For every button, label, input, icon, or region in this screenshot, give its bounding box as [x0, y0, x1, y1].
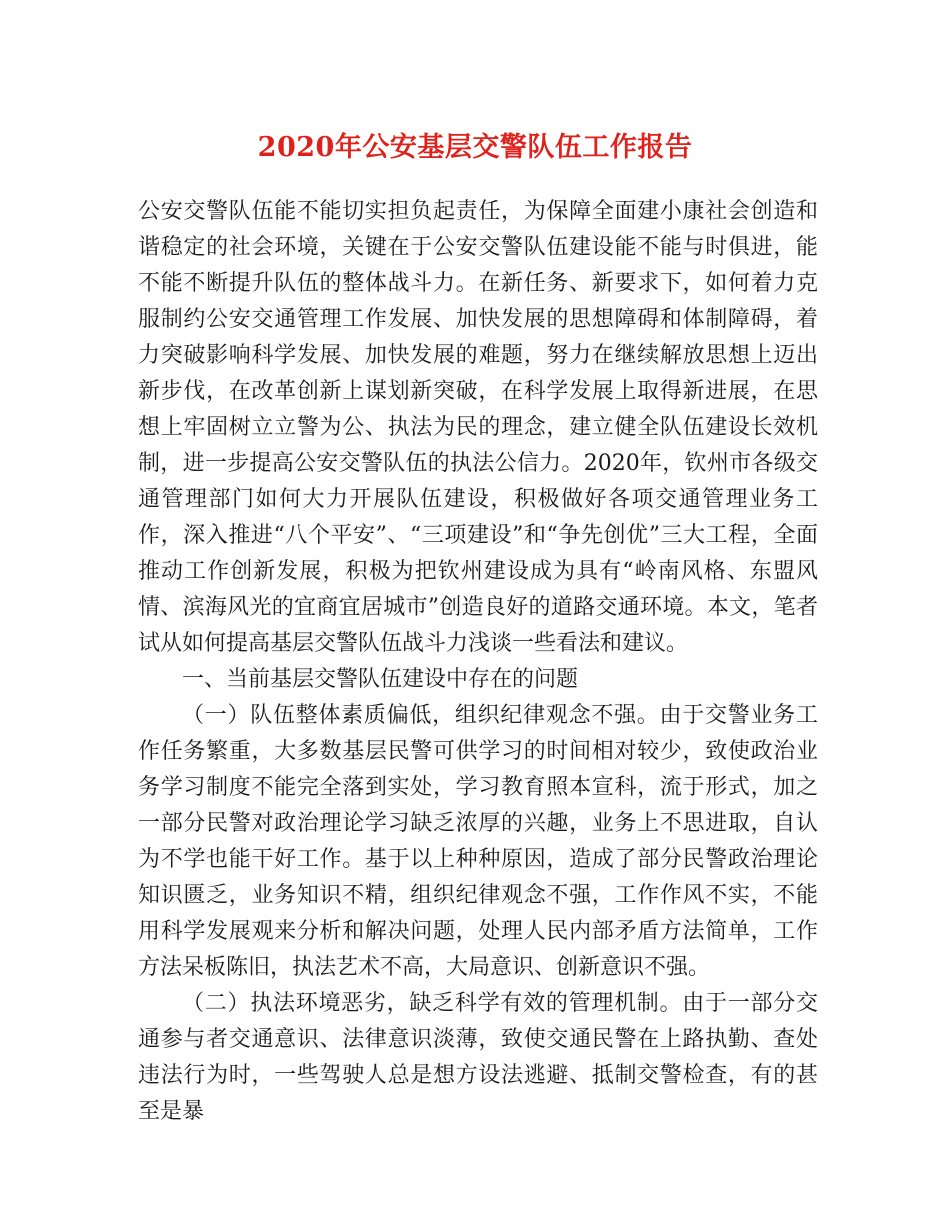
- paragraph-item-2: （二）执法环境恶劣，缺乏科学有效的管理机制。由于一部分交通参与者交通意识、法律意识淡薄，致使交通民警在上路执勤、查处违法行为时，一些驾驶人总是想方设法逃避、抵制交警检查，有的甚至是暴: [138, 991, 818, 1124]
- paragraph-intro: 公安交警队伍能不能切实担负起责任，为保障全面建小康社会创造和谐稳定的社会环境，关键在于公安交警队伍建设能不能与时俱进，能不能不断提升队伍的整体战斗力。在新任务、新要求下，如何着力克服制约公安交通管理工作发展、加快发展的思想障碍和体制障碍，着力突破影响科学发展、加快发展的难题，努力在继续解放思想上迈出新步伐，在改革创新上谋划新突破，在科学发展上取得新进展，在思想上牢固树立立警为公、执法为民的理念，建立健全队伍建设长效机制，进一步提高公安交警队伍的执法公信力。2020年，钦州市各级交通管理部门如何大力开展队伍建设，积极做好各项交通管理业务工作，深入推进“八个平安”、“三项建设”和“争先创优”三大工程，全面推动工作创新发展，积极为把钦州建设成为具有“岭南风格、东盟风情、滨海风光的宜商宜居城市”创造良好的道路交通环境。本文，笔者试从如何提高基层交警队伍战斗力浅谈一些看法和建议。: [138, 199, 818, 656]
- document-body: [138, 194, 818, 1130]
- paragraph-item-1: （一）队伍整体素质偏低，组织纪律观念不强。由于交警业务工作任务繁重，大多数基层民警可供学习的时间相对较少，致使政治业务学习制度不能完全落到实处，学习教育照本宣科，流于形式，加之一部分民警对政治理论学习缺乏浓厚的兴趣，业务上不思进取，自认为不学也能干好工作。基于以上种种原因，造成了部分民警政治理论知识匮乏，业务知识不精，组织纪律观念不强，工作作风不实，不能用科学发展观来分析和解决问题，处理人民内部矛盾方法简单，工作方法呆板陈旧，执法艺术不高，大局意识、创新意识不强。: [138, 703, 818, 980]
- section-heading: 一、当前基层交警队伍建设中存在的问题: [182, 667, 579, 692]
- document-title: 2020年公安基层交警队伍工作报告: [257, 132, 693, 163]
